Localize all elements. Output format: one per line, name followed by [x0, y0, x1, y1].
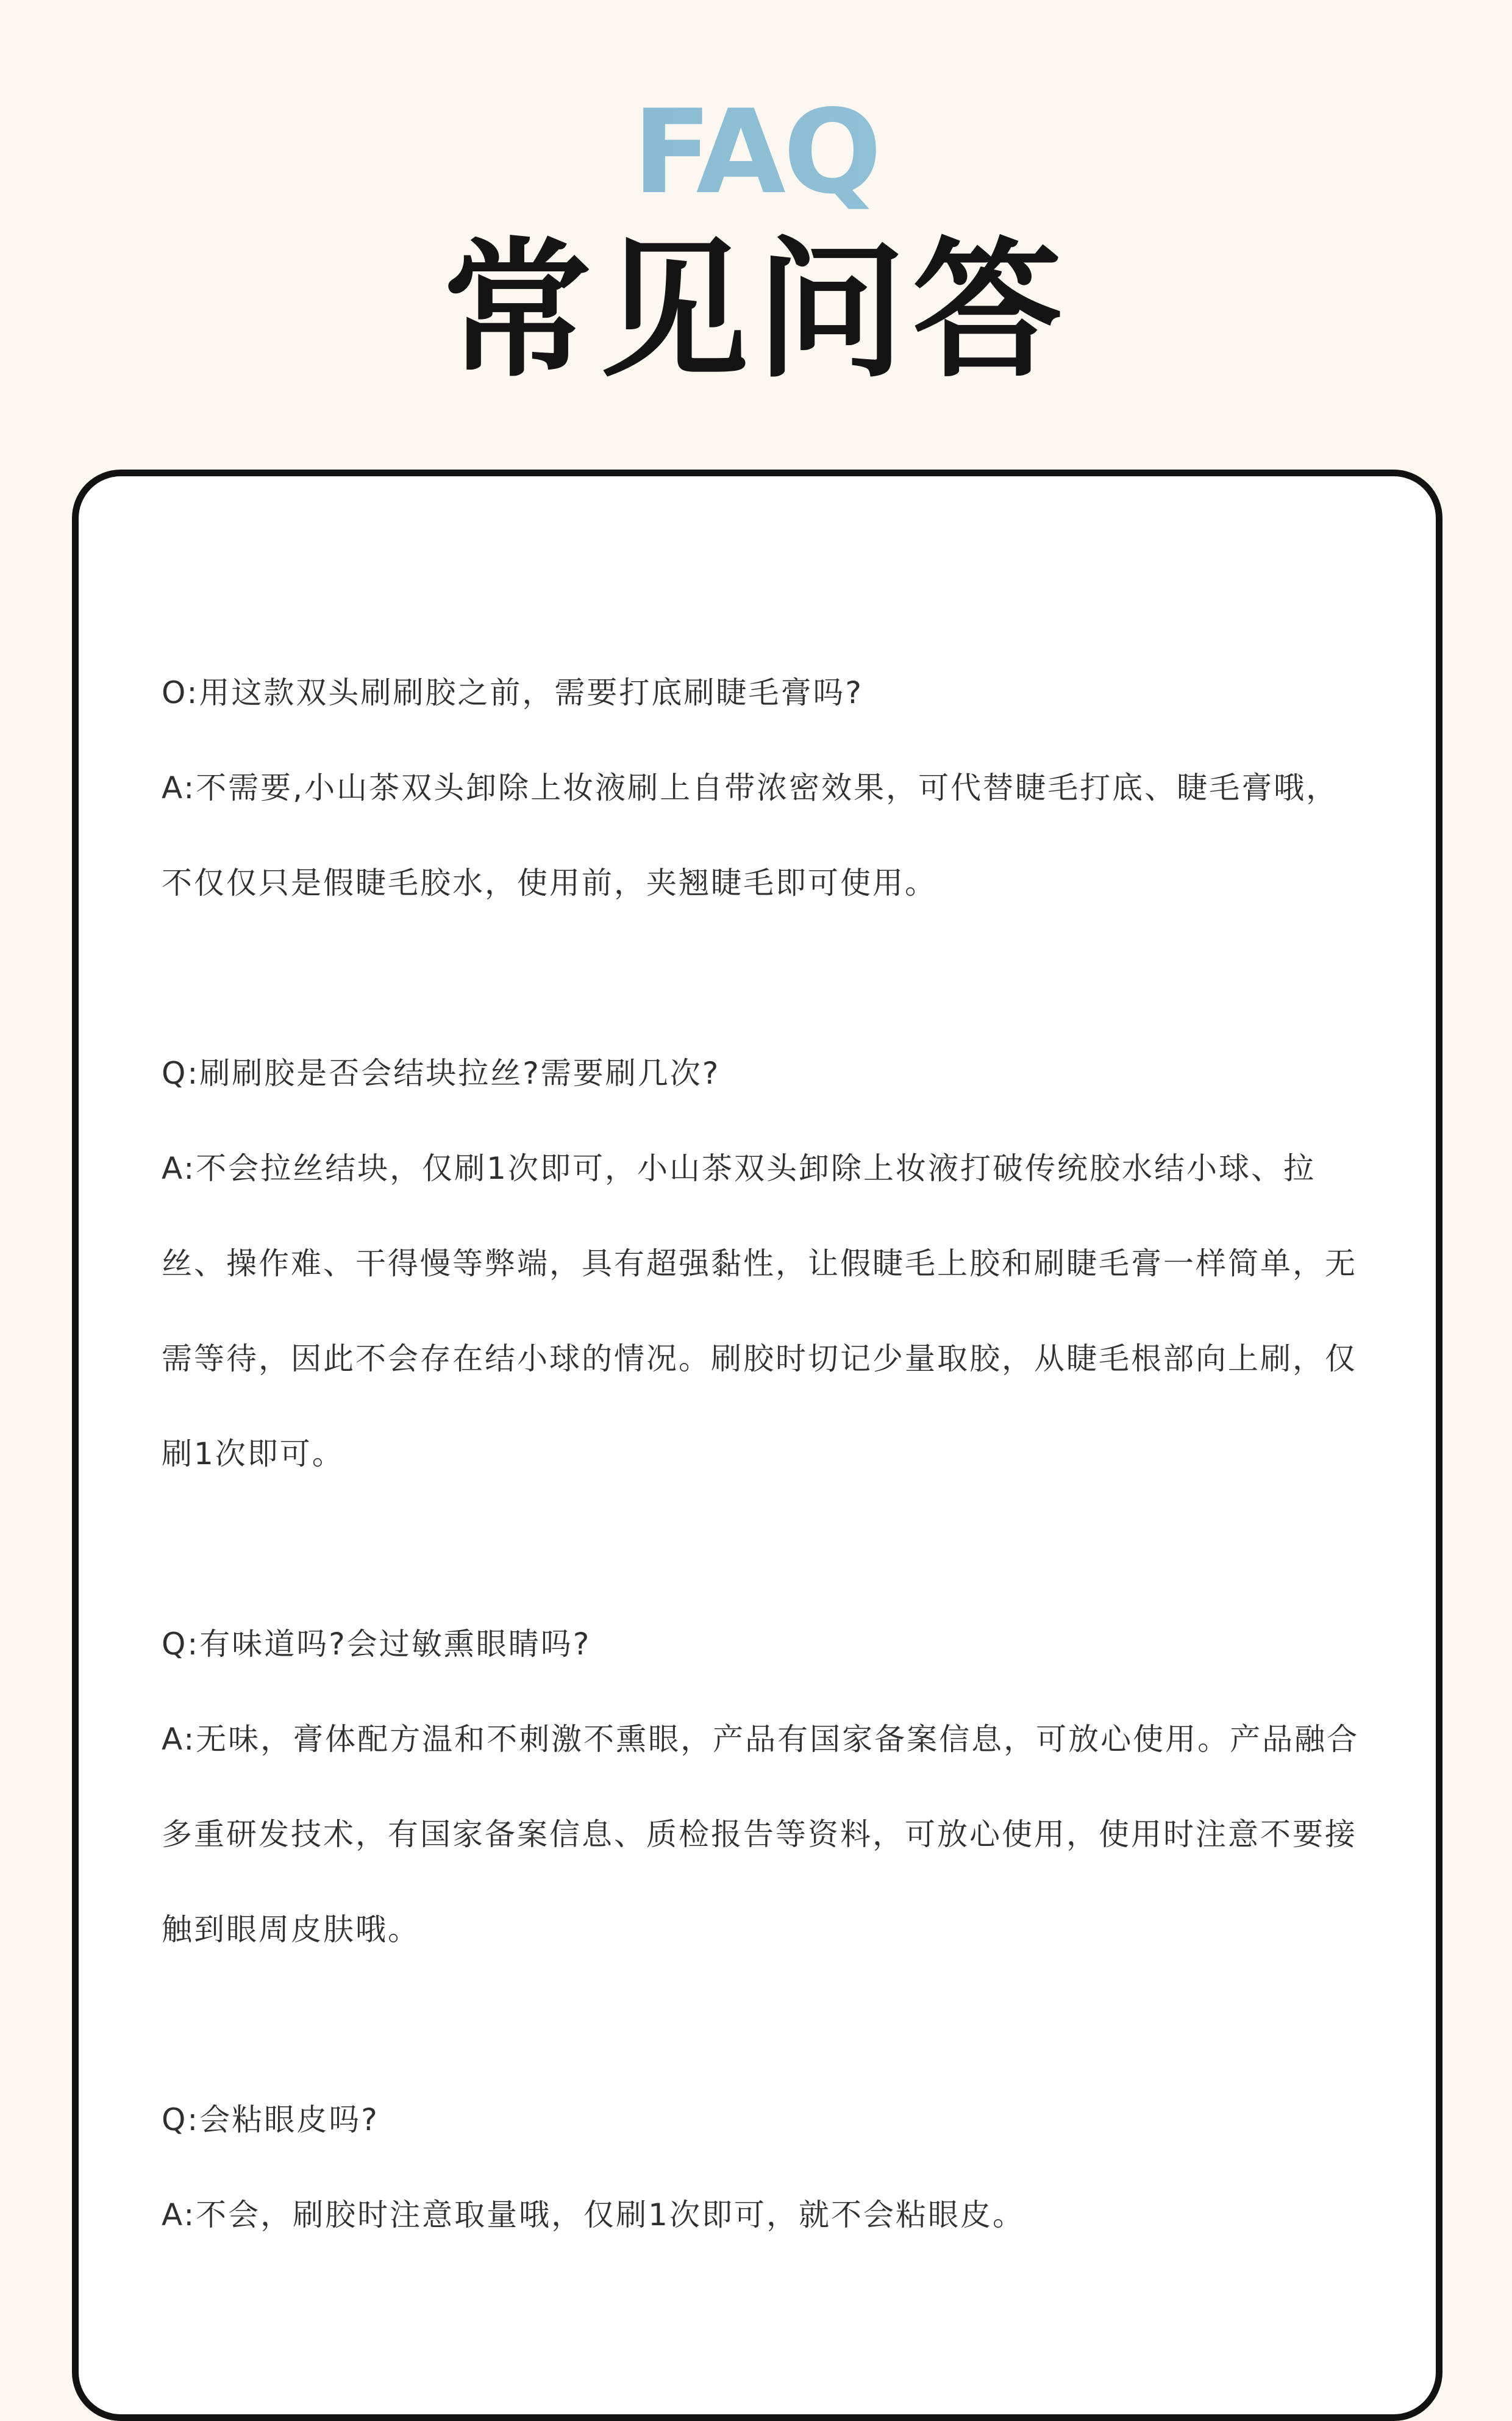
faq-question-4: Q:会粘眼皮吗? [162, 2102, 379, 2137]
page-header [0, 0, 1512, 463]
faq-item-1 [162, 645, 1363, 931]
faq-answer-4: A:不会，刷胶时注意取量哦，仅刷1次即可，就不会粘眼皮。 [162, 2197, 1025, 2233]
faq-answer-3: A:无味，膏体配方温和不刺激不熏眼，产品有国家备案信息，可放心使用。产品融合多重研发技术，有国家备案信息、质检报告等资料，可放心使用，使用时注意不要接触到眼周皮肤哦。 [162, 1722, 1360, 1947]
faq-answer-1: A:不需要,小山茶双头卸除上妆液刷上自带浓密效果，可代替睫毛打底、睫毛膏哦，不仅仅只是假睫毛胶水，使用前，夹翘睫毛即可使用。 [162, 770, 1339, 901]
faq-chinese-title: 常见问答 [443, 224, 1069, 398]
faq-answer-2: A:不会拉丝结块，仅刷1次即可，小山茶双头卸除上妆液打破传统胶水结小球、拉丝、操作难、干得慢等弊端，具有超强黏性，让假睫毛上胶和刷睫毛膏一样简单，无需等待，因此不会存在结小球的情况。刷胶时切记少量取胶，从睫毛根部向上刷，仅刷1次即可。 [162, 1151, 1357, 1472]
faq-list [162, 645, 1363, 2358]
faq-question-1: O:用这款双头刷刷胶之前，需要打底刷睫毛膏吗? [162, 675, 863, 710]
faq-question-2: Q:刷刷胶是否会结块拉丝?需要刷几次? [162, 1056, 721, 1091]
faq-english-title: FAQ [0, 85, 1512, 220]
faq-item-3 [162, 1597, 1363, 1977]
faq-item-4 [162, 2072, 1363, 2262]
faq-question-3: Q:有味道吗?会过敏熏眼睛吗? [162, 1626, 591, 1662]
faq-item-2 [162, 1026, 1363, 1501]
